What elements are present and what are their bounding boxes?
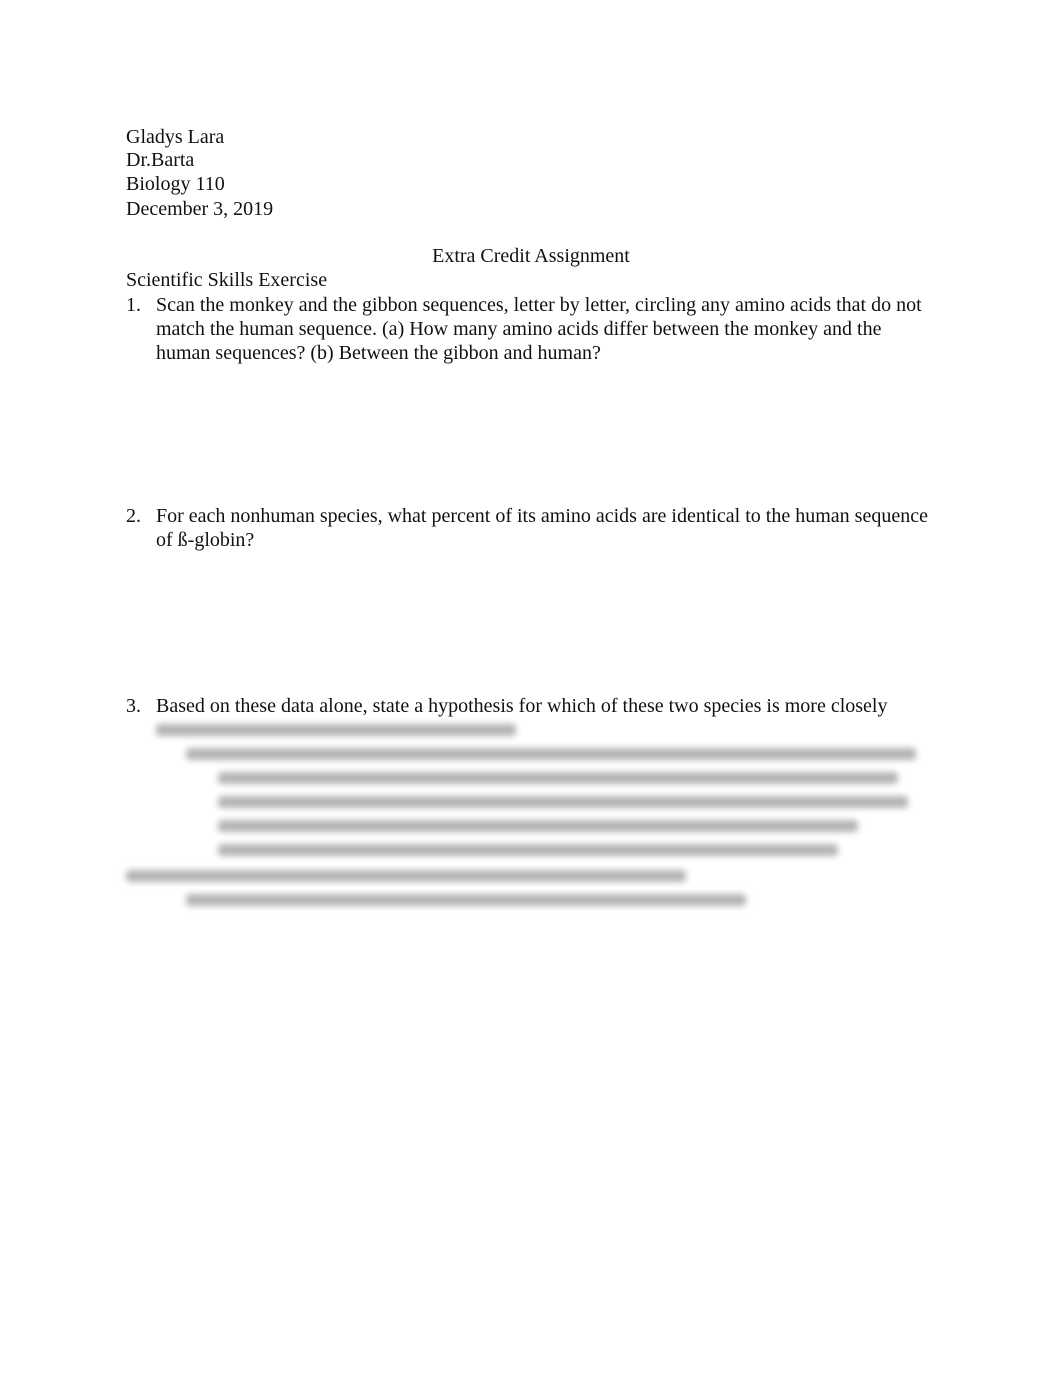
blurred-answer-block [186,742,926,862]
blurred-text-block [156,718,526,740]
question-text-2: For each nonhuman species, what percent of its amino acids are identical to the human sequence of ß-globin? [156,505,928,551]
question-number-1: 1. [126,294,141,316]
question-number-3: 3. [126,695,141,717]
question-text-1: Scan the monkey and the gibbon sequences, letter by letter, circling any amino acids that do not match the human sequence. (a) How many amino acids differ between the monkey and the human sequences? (b) Between the gibbon and human? [156,294,922,364]
blurred-answer-4 [186,888,756,910]
student-name: Gladys Lara [126,126,225,148]
course-name: Biology 110 [126,173,225,195]
blurred-question-4 [126,864,696,886]
question-text-3: Based on these data alone, state a hypothesis for which of these two species is more closely [156,695,888,717]
instructor-name: Dr.Barta [126,149,195,171]
date: December 3, 2019 [126,198,274,220]
document-title: Extra Credit Assignment [432,245,630,267]
section-heading: Scientific Skills Exercise [126,269,328,291]
question-number-2: 2. [126,505,141,527]
